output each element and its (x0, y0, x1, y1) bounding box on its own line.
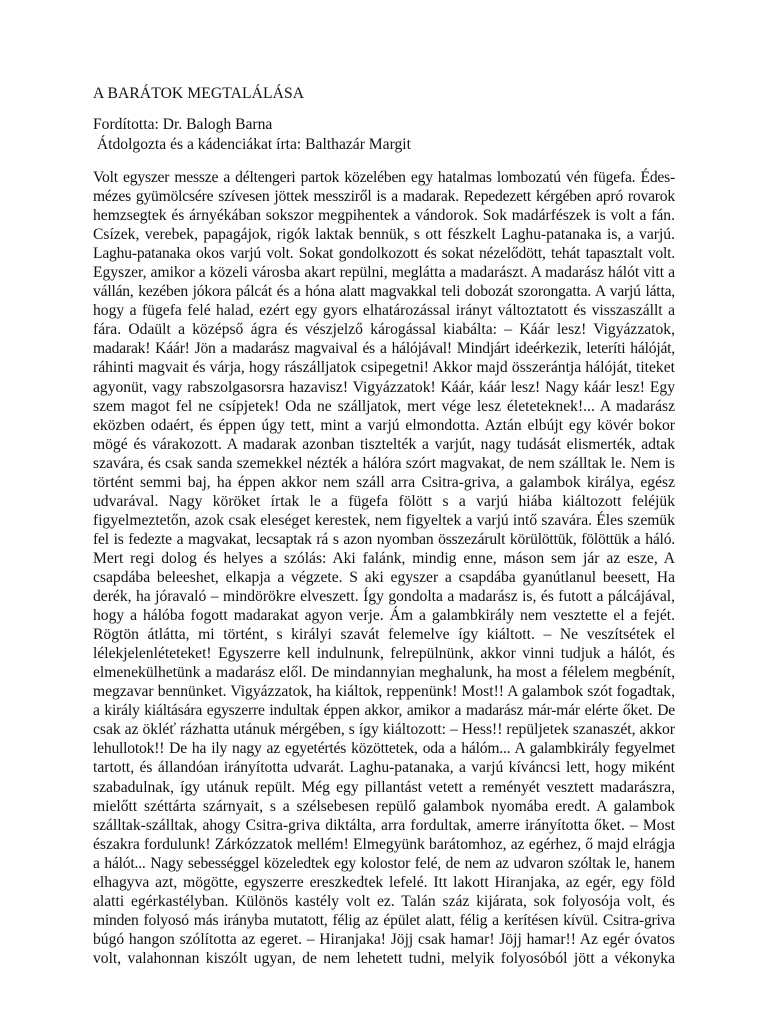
translator-credit: Fordította: Dr. Balogh Barna (93, 116, 273, 133)
text-line: szabadulnak, így utánuk repült. Még egy pillantást vetett a reményét vesztett madarászra, (93, 778, 675, 796)
adapter-credit: Átdolgozta és a kádenciákat írta: Balthazár Margit (93, 136, 411, 153)
document-credits (93, 115, 675, 155)
text-line: szem magot fel ne csípjetek! Oda ne szálljatok, mert vége lesz életeteknek!... A madarász (93, 397, 675, 415)
text-line: elmenekülhetünk a madarász elől. De mindannyian meghalunk, ha most a félelem megbénít, (93, 664, 675, 682)
text-line: a hálót... Nagy sebességgel közeledtek egy kolostor felé, de nem az udvaron szóltak le, hanem (93, 854, 675, 872)
story-paragraph (93, 168, 675, 968)
text-line: hogy a fügefa felé halad, ezért egy gyors elhatározással irányt változtatott és visszaszállt a (93, 302, 675, 320)
text-line: udvarával. Nagy köröket írtak le a fügefa fölött s a varjú hiába kiáltozott feléjük (93, 492, 675, 510)
text-line: eközben odaért, és éppen úgy tett, mint a varjú elmondotta. Aztán elbújt egy kövér bokor (93, 416, 675, 434)
text-line: Csízek, verebek, papagájok, rigók laktak bennük, s ott fészkelt Laghu-patanaka is, a varjú. (93, 226, 675, 244)
text-line: szálltak-szálltak, ahogy Csitra-griva diktálta, arra fordultak, amerre irányította őket. – Most (93, 816, 675, 834)
text-line: vállán, kezében jókora pálcát és a hóna alatt magvakkal teli dobozát szorongatta. A varjú látta, (93, 283, 675, 301)
text-line: mielőtt széttárta szárnyait, s a szélsebesen repülő galambok nyomába eredt. A galambok (93, 797, 675, 815)
text-line: alatti egérkastélyban. Különös kastély volt ez. Talán száz kijárata, sok folyosója volt, és (93, 892, 675, 910)
text-line: történt semmi baj, ha éppen akkor nem száll arra Csitra-griva, a galambok királya, egész (93, 473, 675, 491)
text-line: lélekjelenléteteket! Egyszerre kell indulnunk, felrepülnünk, akkor vinni tudjuk a hálót, és (93, 645, 675, 663)
document-page (93, 84, 675, 968)
text-line: a király kiáltására egyszerre indultak éppen akkor, amikor a madarász már-már elérte őket. De (93, 702, 675, 720)
text-line: csak az ökléť rázhatta utánuk mérgében, s így kiáltozott: – Hess!! repüljetek szanaszét, akkor (93, 721, 675, 739)
text-line: elhagyva azt, mögötte, egyszerre ereszkedtek lefelé. Itt lakott Hiranjaka, az egér, egy föld (93, 873, 675, 891)
text-line: szavára, és csak sanda szemekkel nézték a hálóra szórt magvakat, de nem szálltak le. Nem is (93, 454, 675, 472)
text-line: északra fordulunk! Zárkózzatok mellém! Elmegyünk barátomhoz, az egérhez, ő majd elrágja (93, 835, 675, 853)
text-line: Rögtön átlátta, mi történt, s királyi szavát felemelve így kiáltott. – Ne veszítsétek el (93, 626, 675, 644)
text-line: Laghu-patanaka okos varjú volt. Sokat gondolkozott és sokat nézelődött, tehát tapasztalt volt. (93, 245, 675, 263)
text-line: fára. Odaült a középső ágra és vészjelző károgással kiabálta: – Káár lesz! Vigyázzatok, (93, 321, 675, 339)
text-line: fel is fedezte a magvakat, lecsaptak rá s azon nyomban összezárult körülöttük, fölöttük a háló. (93, 530, 675, 548)
text-line: lehullotok!! De ha ily nagy az egyetértés közöttetek, oda a hálóm... A galambkirály fegyelmet (93, 740, 675, 758)
text-line: Volt egyszer messze a déltengeri partok közelében egy hatalmas lombozatú vén fügefa. Édes- (93, 169, 675, 186)
text-line: hogy a hálóba fogott madarakat agyon verje. Ám a galambkirály nem vesztette el a fejét. (93, 607, 675, 625)
text-line: Mert regi dolog és helyes a szólás: Aki falánk, mindig enne, máson sem jár az esze, A (93, 549, 675, 567)
text-line: búgó hangon szólította az egeret. – Hiranjaka! Jöjj csak hamar! Jöjj hamar!! Az egér óvatos (93, 930, 675, 948)
text-line: csapdába beleeshet, elkapja a végzete. S aki egyszer a csapdába gyanútlanul beesett, Ha (93, 568, 675, 586)
text-line: agyonüt, vagy rabszolgasorsra hazavisz! Vigyázzatok! Káár, káár lesz! Nagy káár lesz! Egy (93, 378, 675, 396)
text-line: ráhinti magvait és várja, hogy rászálljatok csipegetni! Akkor majd összerántja hálóját, titeket (93, 359, 675, 377)
text-line: minden folyosó más irányba mutatott, félig az épület alatt, félig a kerítésen kívül. Csitra-griva (93, 911, 675, 929)
text-line: volt, valahonnan kiszólt ugyan, de nem lehetett tudni, melyik folyosóból jött a vékonyka (93, 949, 675, 967)
text-line: megzavar bennünket. Vigyázzatok, ha kiáltok, reppenünk! Most!! A galambok szót fogadtak, (93, 683, 675, 701)
text-line: figyelmeztetőn, azok csak eleséget kerestek, nem figyeltek a varjú intő szavára. Éles szemük (93, 511, 675, 529)
text-line: madarak! Káár! Jön a madarász magvaival és a hálójával! Mindjárt ideérkezik, leteríti hálóját, (93, 340, 675, 358)
text-line: derék, ha jóravaló – mindörökre elveszett. Így gondolta a madarász is, és futott a pálcájával, (93, 588, 675, 606)
text-line: hemzsegtek és árnyékában sokszor megpihentek a vándorok. Sok madárfészek is volt a fán. (93, 207, 675, 225)
text-line: mézes gyümölcsére szívesen jöttek messziről is a madarak. Repedezett kérgében apró rovarok (93, 188, 675, 206)
text-line: tartott, és állandóan irányította udvarát. Laghu-patanaka, a varjú kíváncsi lett, hogy miként (93, 759, 675, 777)
text-line: Egyszer, amikor a közeli városba akart repülni, meglátta a madarászt. A madarász hálót vitt a (93, 264, 675, 282)
text-line: mögé és várakozott. A madarak azonban tisztelték a varjút, nagy tudását elismerték, adtak (93, 435, 675, 453)
document-title: A BARÁTOK MEGTALÁLÁSA (93, 85, 305, 102)
